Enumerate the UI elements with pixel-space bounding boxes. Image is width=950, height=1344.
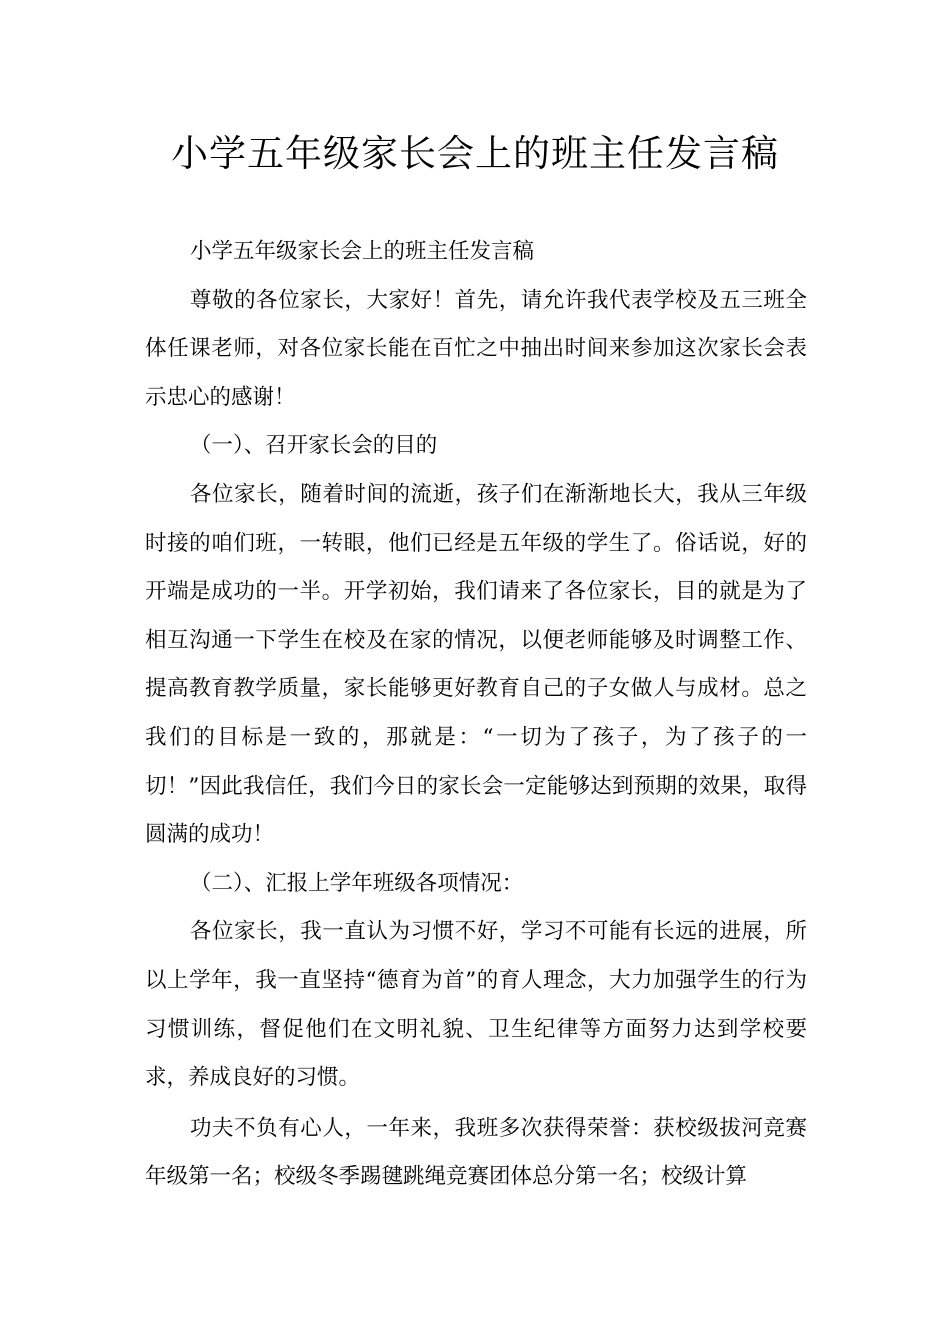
paragraph-habits: 各位家长，我一直认为习惯不好，学习不可能有长远的进展，所以上学年，我一直坚持“德育为首”的育人理念，大力加强学生的行为习惯训练，督促他们在文明礼貌、卫生纪律等方面努力达到学校要求，养成良好的习惯。 xyxy=(145,919,807,1091)
section-heading-report: （二）、汇报上学年班级各项情况： xyxy=(190,870,524,896)
document-title: 小学五年级家长会上的班主任发言稿 xyxy=(171,132,779,175)
document-body xyxy=(145,228,807,1202)
paragraph-greeting: 尊敬的各位家长，大家好！首先，请允许我代表学校及五三班全体任课老师，对各位家长能在百忙之中抽出时间来参加这次家长会表示忠心的感谢！ xyxy=(145,287,807,410)
paragraph-honors: 功夫不负有心人，一年来，我班多次获得荣誉：获校级拔河竞赛年级第一名；校级冬季踢毽跳绳竞赛团体总分第一名；校级计算 xyxy=(145,1115,807,1190)
paragraph-subtitle: 小学五年级家长会上的班主任发言稿 xyxy=(190,239,535,264)
section-heading-purpose: （一）、召开家长会的目的 xyxy=(190,433,438,459)
paragraph-purpose: 各位家长，随着时间的流逝，孩子们在渐渐地长大，我从三年级时接的咱们班，一转眼，他们已经是五年级的学生了。俗话说，好的开端是成功的一半。开学初始，我们请来了各位家长，目的就是为了相互沟通一下学生在校及在家的情况，以便老师能够及时调整工作、提高教育教学质量，家长能够更好教育自己的子女做人与成材。总之我们的目标是一致的，那就是：“一切为了孩子，为了孩子的一切！”因此我信任，我们今日的家长会一定能够达到预期的效果，取得圆满的成功！ xyxy=(145,481,807,848)
